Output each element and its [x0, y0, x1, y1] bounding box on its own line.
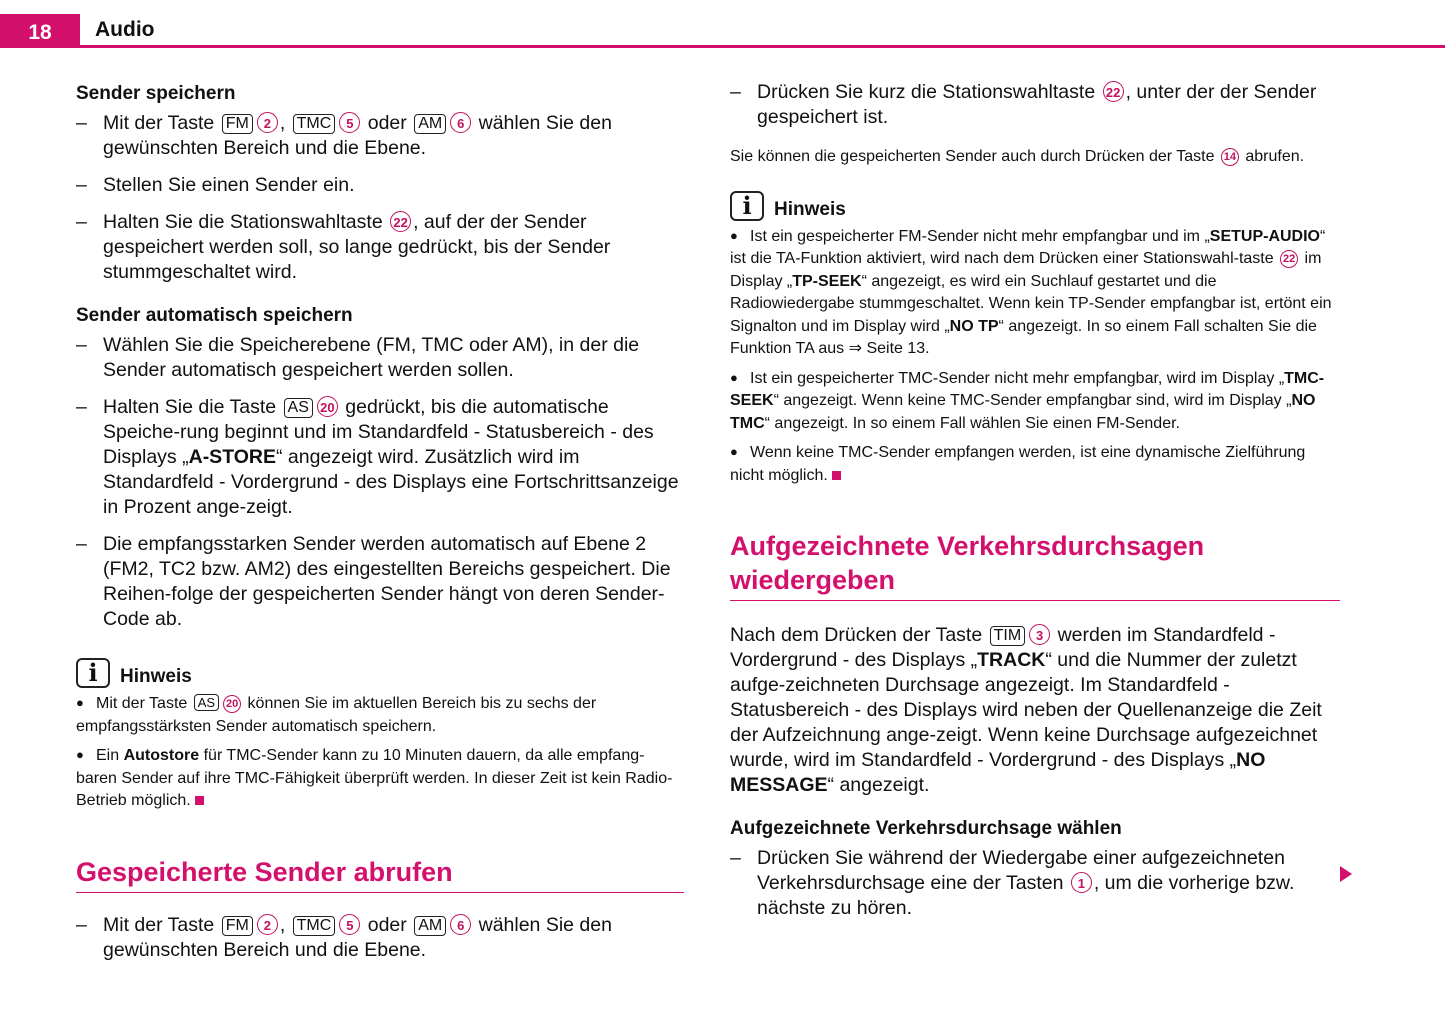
- callout-2: 2: [257, 914, 278, 935]
- arrow-right-icon: ⇒: [848, 340, 862, 357]
- note-header: [76, 658, 684, 688]
- info-icon: i: [76, 658, 110, 688]
- header-rule: [0, 45, 1445, 48]
- as-key: AS: [284, 398, 313, 418]
- am-key: AM: [414, 916, 446, 936]
- step-auto-stored-info: – Die empfangsstarken Sender werden automatisch auf Ebene 2 (FM2, TC2 bzw. AM2) des eingestellten Bereichs gespeichert. Die Reihen-folge der gespeicherten Sender hängt von deren Sender-Code ab.: [76, 532, 684, 632]
- callout-6: 6: [450, 914, 471, 935]
- callout-22: 22: [1103, 81, 1124, 102]
- as-key: AS: [194, 694, 219, 711]
- bullet-icon: ●: [76, 747, 84, 762]
- callout-6: 6: [450, 112, 471, 133]
- step-hold-station-key: – Halten Sie die Stationswahltaste 22 , auf der der Sender gespeichert werden soll, so lange gedrückt, bis der Sender stummgeschaltet wird.: [76, 210, 684, 285]
- left-column: [76, 80, 684, 975]
- tim-key: TIM: [990, 626, 1026, 646]
- note-bullet: ● Mit der Taste AS 20 können Sie im aktuellen Bereich bis zu sechs der empfangsstärksten Sender automatisch speichern.: [76, 692, 684, 738]
- tmc-key: TMC: [293, 916, 336, 936]
- callout-2: 2: [257, 112, 278, 133]
- note-bullet: ● Ein Autostore für TMC-Sender kann zu 10 Minuten dauern, da alle empfang-baren Sender auf ihre TMC-Fähigkeit überprüft werden. In dieser Zeit ist kein Radio-Betrieb möglich.: [76, 744, 684, 813]
- section-title-recall: Gespeicherte Sender abrufen: [76, 855, 684, 893]
- note-title: Hinweis: [120, 666, 192, 687]
- callout-20: 20: [223, 695, 241, 713]
- bullet-icon: ●: [730, 444, 738, 459]
- section-title-traffic: Aufgezeichnete Verkehrsdurchsagen wiedergeben: [730, 529, 1340, 601]
- end-mark-icon: [195, 796, 204, 805]
- bullet-icon: ●: [730, 369, 738, 385]
- info-icon: i: [730, 191, 764, 221]
- page-number: 18: [0, 14, 80, 48]
- end-mark-icon: [832, 471, 841, 480]
- tmc-key: TMC: [293, 114, 336, 134]
- am-key: AM: [414, 114, 446, 134]
- note-header: [730, 191, 1340, 221]
- fm-key: FM: [222, 114, 253, 134]
- step-recall-select-band: – Mit der Taste FM 2 , TMC 5 oder AM 6 wählen Sie den gewünschten Bereich und die Ebene.: [76, 913, 684, 963]
- bullet-icon: ●: [76, 695, 84, 710]
- bullet-icon: ●: [730, 227, 738, 243]
- step-press-station-key: – Drücken Sie kurz die Stationswahltaste 22 , unter der der Sender gespeichert ist.: [730, 80, 1340, 130]
- callout-22: 22: [390, 211, 411, 232]
- note-title: Hinweis: [774, 198, 846, 220]
- callout-20: 20: [317, 396, 338, 417]
- heading-save-stations: Sender speichern: [76, 83, 236, 104]
- step-hold-as-key: – Halten Sie die Taste AS 20 gedrückt, bis die automatische Speiche-rung beginnt und im Standardfeld - Statusbereich - des Displays „A-STORE“ angezeigt wird. Zusätzlich wird im Standardfeld - Vordergrund - des Displays eine Fortschrittsanzeige in Prozent ange-zeigt.: [76, 395, 684, 520]
- callout-5: 5: [339, 914, 360, 935]
- step-tune-station: – Stellen Sie einen Sender ein.: [76, 173, 684, 198]
- step-choose-memory-level: – Wählen Sie die Speicherebene (FM, TMC oder AM), in der die Sender automatisch gespeichert werden sollen.: [76, 333, 684, 383]
- callout-22: 22: [1280, 250, 1298, 268]
- note-bullet: ● Ist ein gespeicherter FM-Sender nicht mehr empfangbar und im „SETUP-AUDIO“ ist die TA-Funktion aktiviert, wird nach dem Drücken einer Stationswahl-taste 22 im Display „TP-SEEK“ angezeigt, es wird ein Suchlauf gestartet und die Radiowiedergabe stummgeschaltet. Wenn kein TP-Sender empfangbar ist, ertönt ein Signalton und im Display wird „NO TP“ angezeigt. In so einem Fall schalten Sie die Funktion TA aus ⇒ Seite 13.: [730, 225, 1340, 361]
- callout-3: 3: [1029, 624, 1050, 645]
- note-bullet: ● Wenn keine TMC-Sender empfangen werden, ist eine dynamische Zielführung nicht möglich.: [730, 441, 1340, 487]
- next-page-arrow-icon: [1340, 866, 1352, 882]
- callout-14: 14: [1221, 148, 1239, 166]
- note-bullet: ● Ist ein gespeicherter TMC-Sender nicht mehr empfangbar, wird im Display „TMC-SEEK“ angezeigt. Wenn keine TMC-Sender empfangbar sind, wird im Display „NO TMC“ angezeigt. In so einem Fall wählen Sie einen FM-Sender.: [730, 367, 1340, 436]
- chapter-title: Audio: [95, 18, 155, 41]
- callout-1: 1: [1071, 872, 1092, 893]
- fm-key: FM: [222, 916, 253, 936]
- callout-5: 5: [339, 112, 360, 133]
- recall-alt-text: Sie können die gespeicherten Sender auch durch Drücken der Taste 14 abrufen.: [730, 148, 1305, 165]
- right-column: [730, 80, 1340, 933]
- traffic-description: Nach dem Drücken der Taste TIM 3 werden im Standardfeld - Vordergrund - des Displays „TRACK“ und die Nummer der zuletzt aufge-zeichneten Durchsage angezeigt. Im Standardfeld - Statusbereich - des Displays wird neben der Quellenanzeige die Zeit der Aufzeichnung ange-zeigt. Wenn keine Durchsage aufgezeichnet wurde, wird im Standardfeld - Vordergrund - des Displays „NO MESSAGE“ angezeigt.: [730, 624, 1322, 796]
- step-select-band: – Mit der Taste FM 2 , TMC 5 oder AM 6 wählen Sie den gewünschten Bereich und die Ebene.: [76, 111, 684, 161]
- step-select-announcement: – Drücken Sie während der Wiedergabe einer aufgezeichneten Verkehrsdurchsage eine der Tasten 1 , um die vorherige bzw. nächste zu hören.: [730, 846, 1340, 921]
- heading-auto-save: Sender automatisch speichern: [76, 305, 353, 326]
- heading-select-announcement: Aufgezeichnete Verkehrsdurchsage wählen: [730, 818, 1122, 839]
